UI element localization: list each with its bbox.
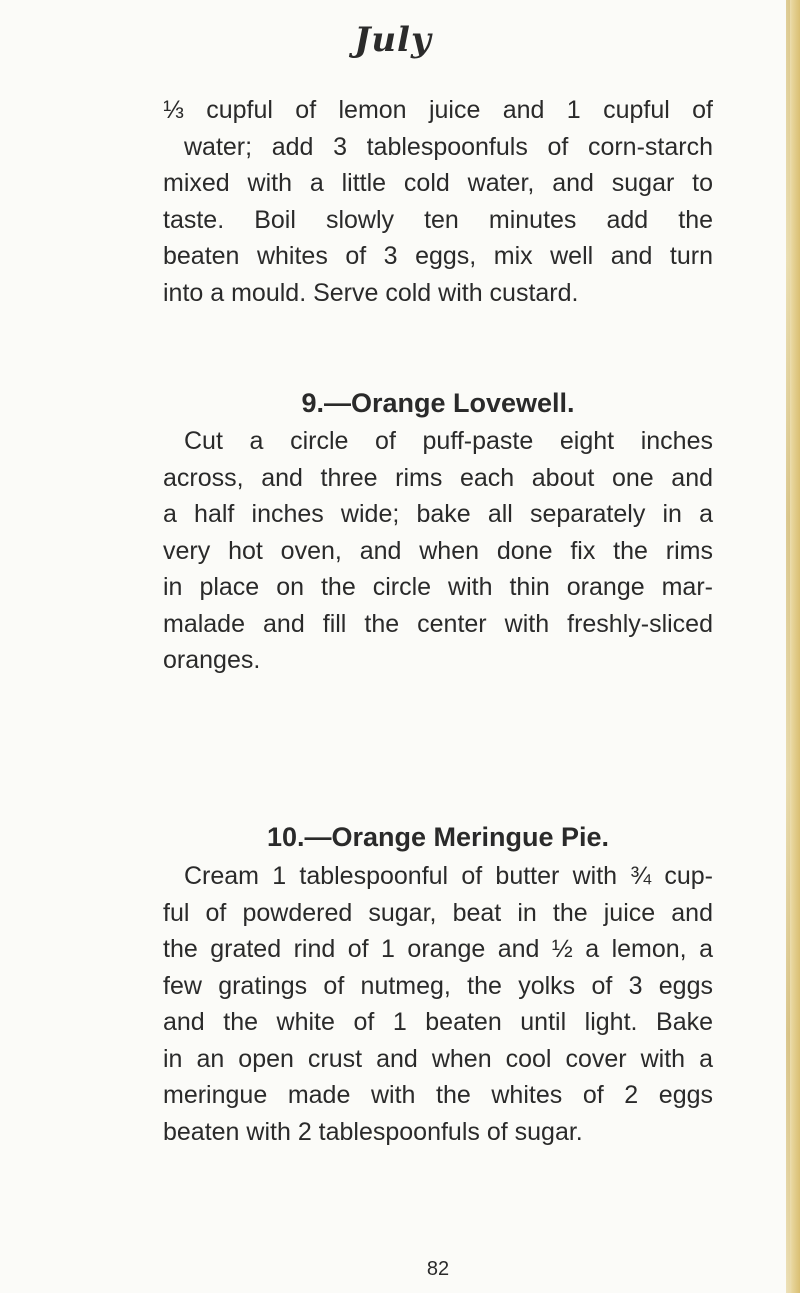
text-line: water; add 3 tablespoonfuls of corn-starch: [184, 132, 713, 161]
text-line: into a mould. Serve cold with custard.: [163, 278, 579, 307]
text-line: mixed with a little cold water, and sugar to: [163, 169, 713, 197]
text-line: in place on the circle with thin orange mar-: [163, 573, 713, 601]
text-line: a half inches wide; bake all separately in a: [163, 500, 713, 528]
text-line: very hot oven, and when done fix the rims: [163, 536, 713, 565]
page-number: 82: [426, 1258, 450, 1280]
text-line: malade and fill the center with freshly-sliced: [163, 609, 713, 638]
text-line: ⅓ cupful of lemon juice and 1 cupful of: [163, 96, 713, 124]
recipe-body: [163, 858, 713, 1150]
page-edge: [786, 0, 800, 1293]
text-line: beaten with 2 tablespoonfuls of sugar.: [163, 1117, 583, 1146]
text-line: Cut a circle of puff-paste eight inches: [184, 427, 713, 455]
recipe-heading: 9.—Orange Lovewell.: [301, 388, 575, 418]
text-line: across, and three rims each about one and: [163, 463, 713, 492]
recipe-heading: 10.—Orange Meringue Pie.: [266, 822, 610, 852]
text-line: beaten whites of 3 eggs, mix well and turn: [163, 242, 713, 270]
running-head: July: [354, 20, 432, 60]
text-line: taste. Boil slowly ten minutes add the: [163, 205, 713, 234]
text-line: meringue made with the whites of 2 eggs: [163, 1081, 713, 1109]
text-line: in an open crust and when cool cover with a: [163, 1044, 713, 1073]
text-line: few gratings of nutmeg, the yolks of 3 eggs: [163, 971, 713, 1000]
text-line: and the white of 1 beaten until light. Bake: [163, 1008, 713, 1036]
text-line: the grated rind of 1 orange and ½ a lemon, a: [163, 935, 713, 963]
text-line: Cream 1 tablespoonful of butter with ¾ cup-: [184, 862, 713, 890]
recipe-body: [163, 423, 713, 679]
text-line: oranges.: [163, 646, 261, 674]
continued-paragraph: [163, 92, 713, 311]
text-line: ful of powdered sugar, beat in the juice and: [163, 898, 713, 927]
